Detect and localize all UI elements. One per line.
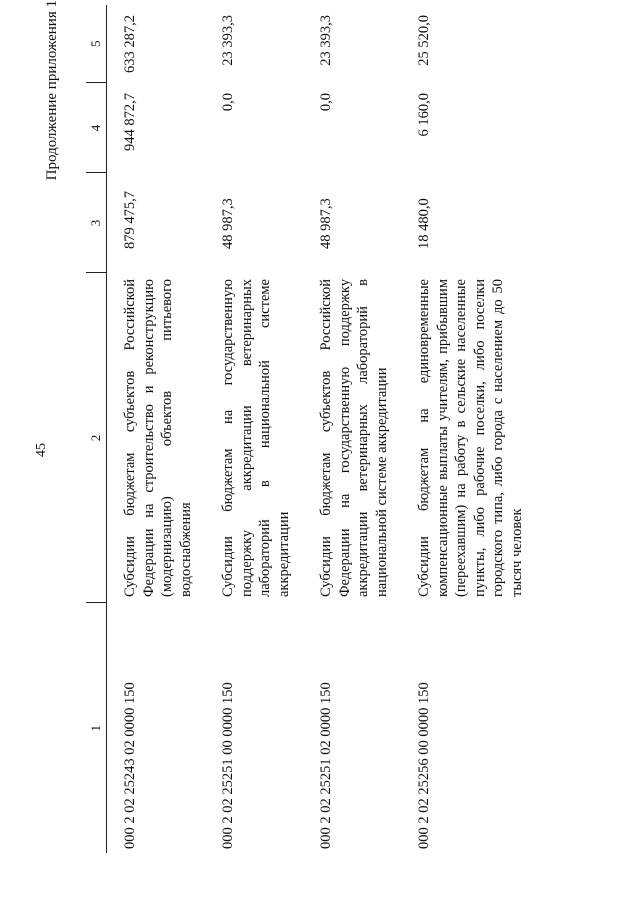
amount-col5: 23 393,3 — [318, 15, 334, 66]
column-header-5: 5 — [86, 5, 107, 83]
continuation-heading: Продолжение приложения 1 — [44, 0, 60, 181]
table-row — [107, 5, 206, 853]
table-header-row — [86, 5, 107, 853]
amount-col3: 879 475,7 — [122, 191, 138, 249]
page-number: 45 — [34, 443, 49, 457]
amount-col4: 944 872,7 — [122, 93, 138, 151]
budget-code: 000 2 02 25256 00 0000 150 — [416, 682, 432, 849]
budget-code: 000 2 02 25251 02 0000 150 — [318, 682, 334, 849]
table-row — [401, 5, 536, 853]
amount-col3: 48 987,3 — [220, 198, 236, 249]
amount-col4: 6 160,0 — [416, 93, 432, 137]
amount-col3: 18 480,0 — [416, 198, 432, 249]
income-description: Субсидии бюджетам субъектов Российской Федерации на строительство и реконструкцию (модернизацию) объектов питьевого водоснабжения — [122, 279, 194, 597]
budget-code: 000 2 02 25243 02 0000 150 — [122, 682, 138, 849]
table-row — [205, 5, 303, 853]
budget-code: 000 2 02 25251 00 0000 150 — [220, 682, 236, 849]
amount-col5: 25 520,0 — [416, 15, 432, 66]
budget-table — [86, 5, 536, 853]
table-row — [303, 5, 401, 853]
amount-col4: 0,0 — [220, 93, 236, 112]
amount-col5: 633 287,2 — [122, 15, 138, 73]
column-header-1: 1 — [86, 603, 107, 853]
income-description: Субсидии бюджетам субъектов Российской Федерации на государственную поддержку аккредитации ветеринарных лабораторий в национальной системе аккредитации — [318, 279, 390, 597]
income-description: Субсидии бюджетам на государственную поддержку аккредитации ветеринарных лабораторий в национальной системе аккредитации — [220, 279, 292, 597]
amount-col4: 0,0 — [318, 93, 334, 112]
amount-col3: 48 987,3 — [318, 198, 334, 249]
amount-col5: 23 393,3 — [220, 15, 236, 66]
column-header-4: 4 — [86, 83, 107, 173]
column-header-3: 3 — [86, 173, 107, 273]
column-header-2: 2 — [86, 273, 107, 603]
income-description: Субсидии бюджетам на единовременные компенсационные выплаты учителям, прибывшим (переехавшим) на работу в сельские населенные пункты, либо рабочие поселки, либо поселки городского типа, либо города с населением до 50 тысяч человек — [416, 279, 525, 597]
